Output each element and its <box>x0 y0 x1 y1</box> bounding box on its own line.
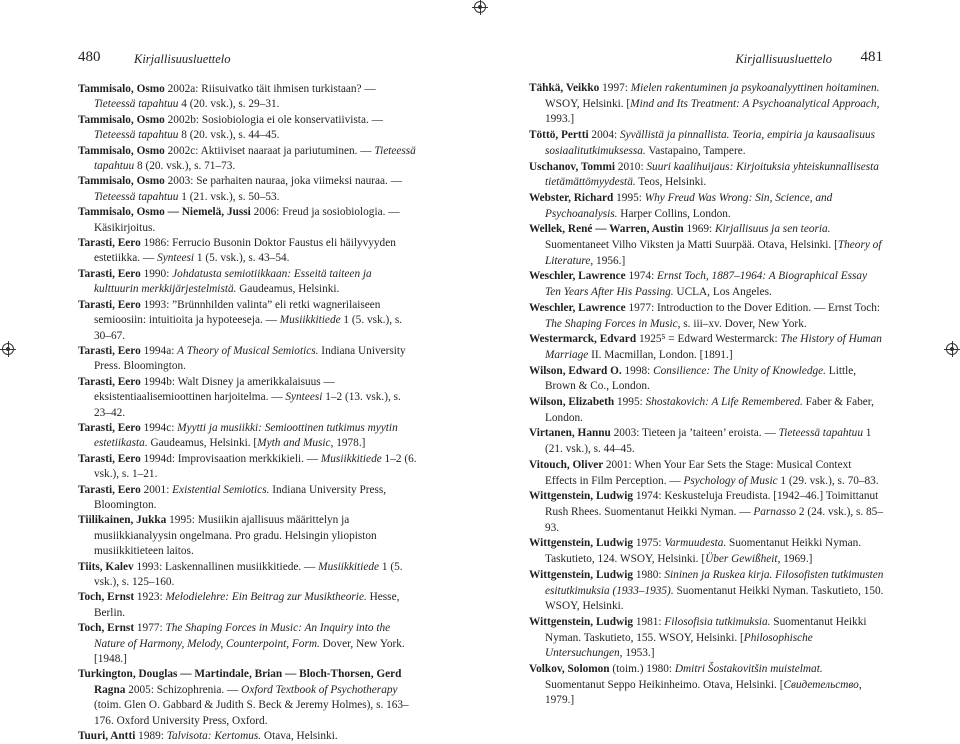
entry-title: Theory of Literature <box>545 239 882 267</box>
bibliography-entry <box>78 344 418 375</box>
entry-title: Mind and Its Treatment: A Psychoanalytical Approach <box>630 97 877 110</box>
entry-text: 1995: <box>616 191 645 204</box>
entry-title: Tieteessä tapahtuu <box>94 144 416 173</box>
entry-author: Toch, Ernst <box>78 591 137 604</box>
entry-text: (toim. Glen O. Gabbard & Judith S. Beck & Jeremy Holmes), s. 163–176. Oxford University Press, Oxford. <box>94 699 409 727</box>
running-head: Kirjallisuusluettelo <box>735 52 832 66</box>
entry-text: , s. iii–xv. Dover, New York. <box>677 317 807 330</box>
entry-author: Tarasti, Eero <box>78 421 144 434</box>
entry-text: 2001: <box>143 483 173 496</box>
entry-text: 1925⁵ = Edward Westermarck: <box>638 333 781 346</box>
entry-text: , 1956.] <box>590 254 626 267</box>
entry-author: Wittgenstein, Ludwig <box>529 490 636 503</box>
entry-text: 1990: <box>143 267 173 280</box>
entry-author: Webster, Richard <box>529 191 617 204</box>
entry-text: 1923: <box>136 591 166 604</box>
bibliography-entry <box>529 128 885 159</box>
entry-title: Myytti ja musiikki: Semioottinen tutkimus myytin estetiikasta. <box>94 421 398 450</box>
entry-text: , 1969.] <box>777 553 813 566</box>
entry-title: Mielen rakentuminen ja psykoanalyyttinen hoitaminen. <box>630 82 880 94</box>
entry-text: 1–2 (6. vsk.), s. 1–21. <box>94 452 417 481</box>
running-head: Kirjallisuusluettelo <box>134 52 231 66</box>
entry-text: 1989: <box>138 730 167 743</box>
entry-author: Tammisalo, Osmo <box>78 83 168 95</box>
bibliography-entry <box>529 489 885 536</box>
entry-text: 1994c: <box>143 421 178 434</box>
bibliography-entry <box>78 483 418 514</box>
entry-author: Wittgenstein, Ludwig <box>529 615 636 628</box>
entry-title: Tieteessä tapahtuu <box>778 427 863 440</box>
entry-author: Turkington, Douglas — Martindale, Brian — Bloch-Thorsen, Gerd Ragna <box>78 668 402 696</box>
page-number: 481 <box>860 49 883 65</box>
entry-text: (toim.) 1980: <box>612 663 675 676</box>
entry-title: A Theory of Musical Semiotics. <box>177 344 319 357</box>
entry-text: 1994b: Walt Disney ja amerikkalaisuus — eksistentiaalisemioottinen harjoitelma. — <box>94 375 335 404</box>
entry-author: Tarasti, Eero <box>78 375 144 388</box>
entry-title: The History of Human Marriage <box>545 333 882 361</box>
entry-text: , 1953.] <box>619 647 655 660</box>
bibliography-entry <box>78 236 418 267</box>
entry-author: Vitouch, Oliver <box>529 458 606 471</box>
bibliography-entry <box>78 513 418 559</box>
registration-mark-icon <box>2 343 14 355</box>
entry-author: Tiilikainen, Jukka <box>78 514 170 527</box>
entry-text: 2004: <box>591 129 620 142</box>
bibliography-entry <box>78 267 418 298</box>
entry-author: Tarasti, Eero <box>78 237 144 250</box>
entry-text: 2006: Freud ja sosiobiologia. — Käsikirjoitus. <box>94 206 400 234</box>
entry-author: Tammisalo, Osmo <box>78 175 168 188</box>
entry-text: 1969: <box>686 223 715 236</box>
entry-author: Wilson, Edward O. <box>529 364 625 377</box>
entry-text: Suomentaneet Vilho Viksten ja Matti Suurpää. Otava, Helsinki. [ <box>545 239 838 252</box>
entry-title: Psychology of Music <box>683 474 778 487</box>
entry-text: Gaudeamus, Helsinki. <box>236 283 340 296</box>
entry-text: 2003: Se parhaiten nauraa, joka viimeksi nauraa. — <box>167 175 402 188</box>
entry-title: Synteesi <box>285 391 323 404</box>
entry-title: Kirjallisuus ja sen teoria. <box>715 223 831 236</box>
entry-title: Suuri kaalihuijaus: Kirjoituksia yhteiskunnallisesta tietämättömyydestä. <box>545 160 879 189</box>
entry-author: Töttö, Pertti <box>529 129 592 142</box>
entry-text: 8 (20. vsk.), s. 44–45. <box>178 129 280 142</box>
entry-title: Varmuudesta. <box>664 537 727 550</box>
entry-title: Tieteessä tapahtuu <box>94 98 179 111</box>
entry-author: Volkov, Solomon <box>529 663 613 676</box>
entry-author: Westermarck, Edvard <box>529 333 639 346</box>
bibliography-entry <box>78 729 418 744</box>
entry-author: Toch, Ernst <box>78 622 137 635</box>
entry-title: Filosofisia tutkimuksia. <box>664 615 771 628</box>
bibliography-entry <box>529 332 885 363</box>
entry-title: Why Freud Was Wrong: Sin, Science, and Psychoanalysis. <box>545 191 833 220</box>
entry-text: UCLA, Los Angeles. <box>673 286 772 299</box>
bibliography-entry <box>529 536 885 567</box>
entry-text: Otava, Helsinki. <box>261 730 338 743</box>
entry-title: Johdatusta semiotiikkaan: Esseitä taiteen ja kulttuurin merkkijärjestelmistä. <box>94 267 372 296</box>
bibliography-entry <box>78 452 418 483</box>
entry-title: Synteesi <box>157 252 195 265</box>
bibliography-entry <box>78 621 418 667</box>
page-number: 480 <box>78 49 101 65</box>
entry-author: Wittgenstein, Ludwig <box>529 537 636 550</box>
entry-title: Musiikkitiede <box>318 560 380 573</box>
entry-author: Tammisalo, Osmo — Niemelä, Jussi <box>78 206 254 219</box>
entry-text: Suomentanut Heikki Nyman. Taskutieto, 124. WSOY, Helsinki. [ <box>545 537 862 566</box>
entry-title: Tieteessä tapahtuu <box>94 190 179 203</box>
entry-title: Ernst Toch, 1887–1964: A Biographical Essay Ten Years After His Passing. <box>545 270 868 299</box>
entry-text: 1981: <box>635 615 665 628</box>
entry-title: Sininen ja Ruskea kirja. Filosofisten tutkimusten esitutkimuksia (1933–1935). <box>545 568 884 597</box>
entry-text: 1994d: Improvisaation merkkikieli. — <box>143 452 321 465</box>
entry-author: Tarasti, Eero <box>78 267 144 280</box>
bibliography-entry <box>78 421 418 452</box>
bibliography-entry <box>529 191 885 222</box>
entry-text: 1993: Laskennallinen musiikkitiede. — <box>136 560 319 573</box>
entry-text: Faber & Faber, London. <box>545 396 874 424</box>
entry-text: 1–2 (13. vsk.), s. 23–42. <box>94 391 401 419</box>
entry-text: Vastapaino, Tampere. <box>645 144 746 157</box>
entry-text: 1 (5. vsk.), s. 30–67. <box>94 314 403 342</box>
entry-text: Suomentanut Heikki Nyman. Taskutieto, 150. WSOY, Helsinki. <box>545 584 884 613</box>
entry-title: Melodielehre: Ein Beitrag zur Musiktheorie. <box>165 591 367 604</box>
bibliography-entry <box>78 560 418 591</box>
entry-author: Weschler, Lawrence <box>529 270 629 283</box>
entry-text: Teos, Helsinki. <box>635 176 707 189</box>
entry-text: Suomentanut Heikki Nyman. Taskutieto, 155. WSOY, Helsinki. [ <box>545 615 867 644</box>
bibliography-entry <box>529 222 885 269</box>
entry-text: Indiana University Press, Bloomington. <box>94 483 387 511</box>
entry-text: 2001: When Your Ear Sets the Stage: Musical Context Effects in Film Perception. — <box>545 458 852 487</box>
entry-text: Little, Brown & Co., London. <box>545 364 857 393</box>
bibliography-entry <box>78 144 418 175</box>
entry-title: Parnasso <box>753 505 797 518</box>
entry-text: 2002a: Riisuivatko täit ihmisen turkistaan? — <box>167 83 376 95</box>
entry-author: Tammisalo, Osmo <box>78 113 168 126</box>
entry-text: 1995: Musiikin ajallisuus määrittelyn ja musiikkianalyysin ongelmana. Pro gradu. Helsingin yliopiston musiikkitieteen laitos. <box>94 514 377 558</box>
bibliography-entry <box>78 82 418 113</box>
entry-text: Indiana University Press. Bloomington. <box>94 344 406 373</box>
bibliography-entry <box>529 615 885 662</box>
entry-text: 4 (20. vsk.), s. 29–31. <box>178 98 280 111</box>
entry-author: Wittgenstein, Ludwig <box>529 568 636 581</box>
entry-author: Tähkä, Veikko <box>529 82 603 94</box>
entry-author: Virtanen, Hannu <box>529 427 614 440</box>
entry-text: 2010: <box>617 160 647 173</box>
entry-title: Syvällistä ja pinnallista. Teoria, empiria ja kausaalisuus sosiaalitutkimuksessa. <box>545 129 876 157</box>
entry-text: WSOY, Helsinki. [ <box>545 97 631 110</box>
entry-text: 1 (29. vsk.), s. 70–83. <box>777 474 879 487</box>
entry-text: 2002c: Aktiiviset naaraat ja pariutuminen. — <box>167 144 375 157</box>
bibliography-entry <box>78 174 418 205</box>
bibliography-entry <box>529 301 885 332</box>
entry-text: 1 (21. vsk.), s. 44–45. <box>545 427 872 456</box>
entry-text: 1980: <box>635 568 665 581</box>
bibliography-entry <box>529 568 885 615</box>
entry-text: 1974: <box>628 270 658 283</box>
entry-text: II. Macmillan, London. [1891.] <box>588 348 733 361</box>
entry-text: 2 (24. vsk.), s. 85–93. <box>545 505 883 534</box>
entry-title: Über Gewißheit <box>705 553 778 566</box>
bibliography-entry <box>529 269 885 300</box>
entry-title: The Shaping Forces in Music: An Inquiry into the Nature of Harmony, Melody, Counterpoint, Form. <box>94 622 391 650</box>
bibliography-list <box>529 81 885 709</box>
entry-author: Tarasti, Eero <box>78 452 144 465</box>
entry-author: Uschanov, Tommi <box>529 160 618 173</box>
entry-title: Myth and Music <box>257 437 331 450</box>
bibliography-entry <box>529 81 885 128</box>
entry-text: 2005: Schizophrenia. — <box>128 683 242 696</box>
entry-text: 1977: <box>136 622 166 635</box>
entry-author: Tiits, Kalev <box>78 560 137 573</box>
entry-title: Shostakovich: A Life Remembered. <box>645 396 803 409</box>
entry-text: 1 (21. vsk.), s. 50–53. <box>178 190 280 203</box>
entry-text: 1974: Keskusteluja Freudista. [1942–46.] Toimittanut Rush Rhees. Suomentanut Heikki Nyman. — <box>545 490 879 518</box>
bibliography-entry <box>529 662 885 709</box>
entry-author: Wellek, René — Warren, Austin <box>529 223 687 236</box>
entry-title: Philosophische Untersuchungen <box>545 631 813 660</box>
registration-mark-icon <box>474 1 486 13</box>
bibliography-entry <box>78 113 418 144</box>
entry-title: Talvisota: Kertomus. <box>166 730 262 743</box>
bibliography-entry <box>529 364 885 395</box>
entry-text: 1997: <box>602 82 631 94</box>
entry-title: Tieteessä tapahtuu <box>94 129 179 142</box>
entry-author: Tarasti, Eero <box>78 483 144 496</box>
entry-text: Harper Collins, London. <box>617 207 731 220</box>
entry-text: , 1979.] <box>545 678 862 707</box>
entry-title: Consilience: The Unity of Knowledge. <box>653 364 826 377</box>
entry-text: 1 (5. vsk.), s. 43–54. <box>194 252 290 265</box>
entry-text: 1995: <box>617 396 646 409</box>
entry-author: Tarasti, Eero <box>78 344 144 357</box>
bibliography-entry <box>529 458 885 489</box>
entry-text: Hesse, Berlin. <box>94 591 400 619</box>
entry-text: Suomentanut Seppo Heikinheimo. Otava, Helsinki. [ <box>545 678 784 691</box>
entry-text: 2002b: Sosiobiologia ei ole konservatiivista. — <box>167 113 383 126</box>
entry-text: , 1993.] <box>545 97 880 126</box>
bibliography-entry <box>78 205 418 236</box>
entry-author: Tammisalo, Osmo <box>78 144 168 157</box>
entry-author: Tuuri, Antti <box>78 730 139 743</box>
entry-author: Wilson, Elizabeth <box>529 396 617 409</box>
entry-text: 1993: ”Brünnhilden valinta” eli retki wagnerilaiseen semioosiin: intuitioita ja hypoteeseja. — <box>94 298 381 327</box>
entry-text: 1977: Introduction to the Dover Edition. — Ernst Toch: <box>628 301 881 314</box>
entry-text: 1986: Ferrucio Busonin Doktor Faustus eli häilyvyyden estetiikka. — <box>94 237 396 265</box>
entry-text: Dover, New York. [1948.] <box>94 637 405 666</box>
entry-author: Weschler, Lawrence <box>529 301 629 314</box>
entry-title: The Shaping Forces in Music <box>545 317 678 330</box>
bibliography-entry <box>78 667 418 729</box>
entry-text: Gaudeamus, Helsinki. [ <box>147 437 258 450</box>
entry-text: 1975: <box>635 537 665 550</box>
entry-text: 1 (5. vsk.), s. 125–160. <box>94 560 403 588</box>
entry-title: Existential Semiotics. <box>172 483 270 496</box>
entry-title: Dmitri Šostakovitšin muistelmat. <box>674 663 823 676</box>
registration-mark-icon <box>946 343 958 355</box>
entry-text: 8 (20. vsk.), s. 71–73. <box>134 160 236 173</box>
entry-title: Musiikkitiede <box>320 452 382 465</box>
entry-title: Musiikkitiede <box>279 314 341 327</box>
entry-text: 2003: Tieteen ja ’taiteen’ eroista. — <box>613 427 779 440</box>
entry-text: , 1978.] <box>330 437 366 450</box>
entry-title: Свидетельство <box>783 678 859 691</box>
bibliography-entry <box>529 426 885 457</box>
bibliography-entry <box>78 298 418 344</box>
entry-text: 1994a: <box>143 344 178 357</box>
bibliography-list <box>78 82 418 744</box>
entry-text: 1998: <box>624 364 654 377</box>
entry-author: Tarasti, Eero <box>78 298 144 311</box>
entry-title: Oxford Textbook of Psychotherapy <box>241 683 398 696</box>
bibliography-entry <box>529 395 885 426</box>
bibliography-entry <box>78 590 418 621</box>
bibliography-entry <box>529 160 885 191</box>
bibliography-entry <box>78 375 418 421</box>
